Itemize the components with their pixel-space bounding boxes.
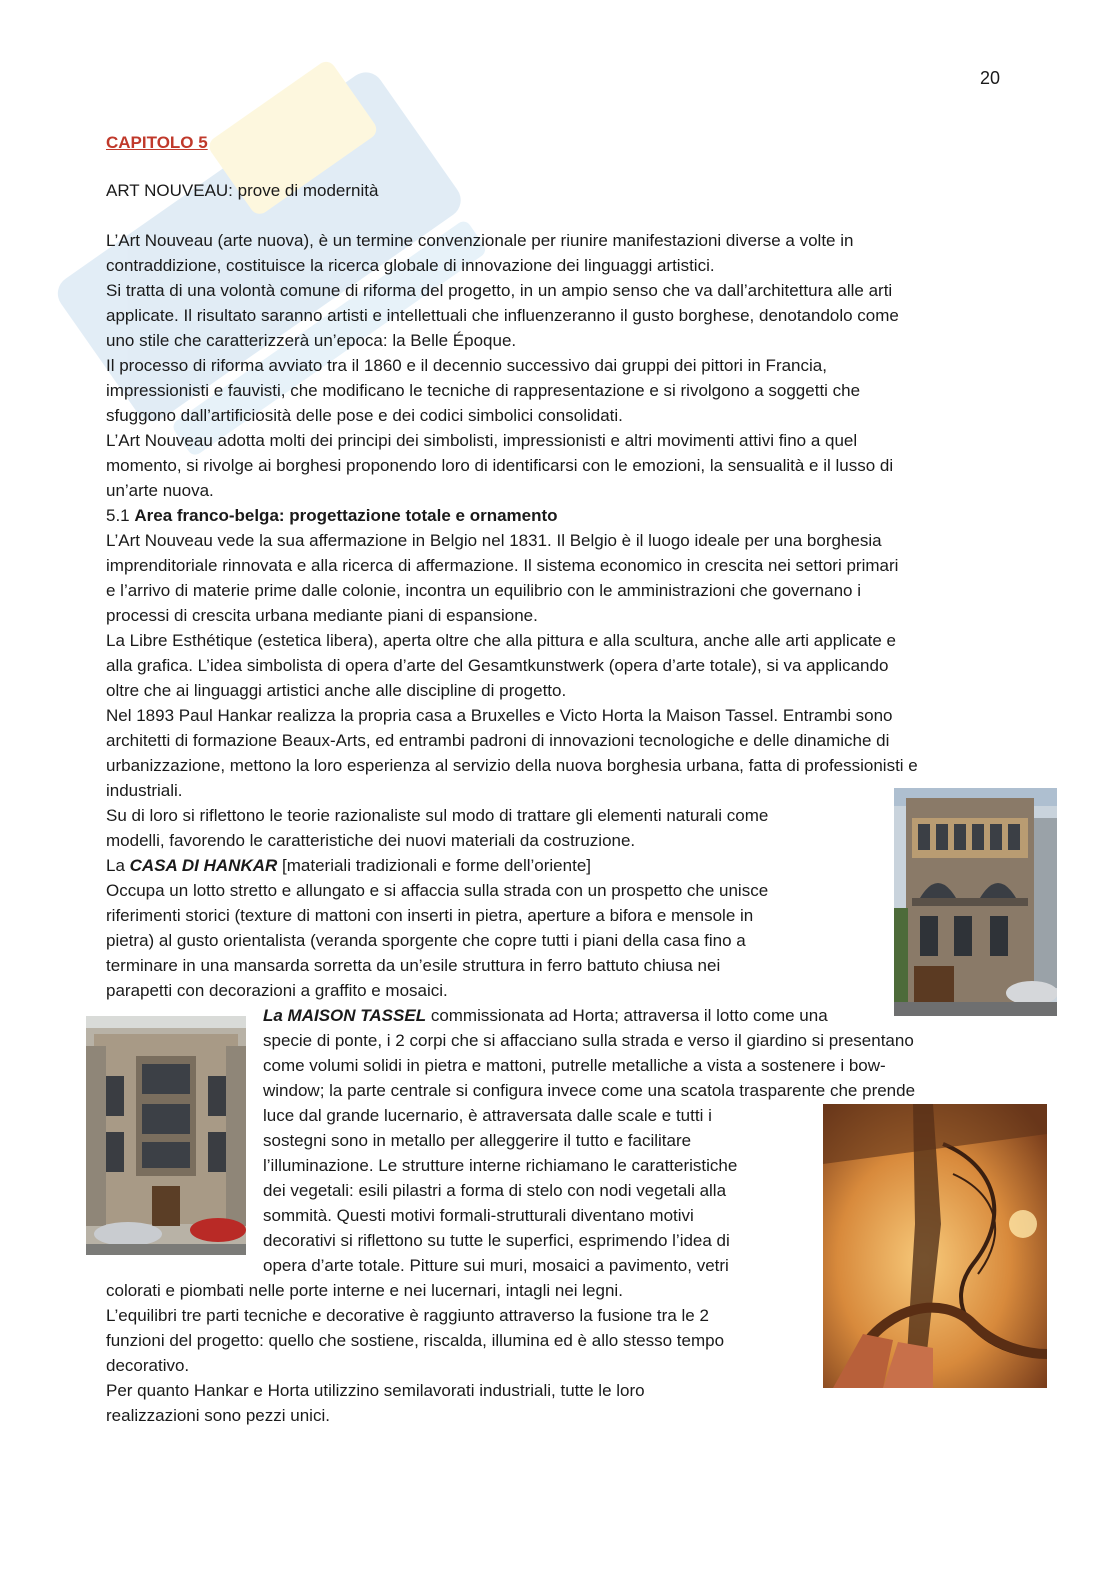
body-line: Su di loro si riflettono le teorie razionaliste sul modo di trattare gli elementi naturali come bbox=[106, 806, 769, 825]
intro-line: Si tratta di una volontà comune di riforma del progetto, in un ampio senso che va dall’architettura alle arti bbox=[106, 281, 893, 300]
subsection-number: 5.1 bbox=[106, 506, 135, 525]
subsection-heading bbox=[106, 503, 558, 528]
body-line: l’illuminazione. Le strutture interne richiamano le caratteristiche bbox=[263, 1156, 738, 1175]
body-line: luce dal grande lucernario, è attraversata dalle scale e tutti i bbox=[263, 1106, 712, 1125]
body-line: Occupa un lotto stretto e allungato e si affaccia sulla strada con un prospetto che unisce bbox=[106, 881, 769, 900]
intro-line: un’arte nuova. bbox=[106, 481, 214, 500]
tassel-heading-suffix: commissionata ad Horta; attraversa il lotto come una bbox=[426, 1006, 828, 1025]
section-title: ART NOUVEAU: prove di modernità bbox=[106, 181, 379, 200]
body-line: opera d’arte totale. Pitture sui muri, mosaici a pavimento, vetri bbox=[263, 1256, 729, 1275]
hankar-heading bbox=[106, 853, 591, 878]
hankar-house-photo bbox=[894, 788, 1057, 1016]
tassel-heading-name: La MAISON TASSEL bbox=[263, 1006, 427, 1025]
body-line: e l’arrivo di materie prime dalle colonie, incontra un equilibrio con le amministrazioni che governano i bbox=[106, 581, 861, 600]
body-line: specie di ponte, i 2 corpi che si affacciano sulla strada e verso il giardino si presentano bbox=[263, 1031, 914, 1050]
body-line: architetti di formazione Beaux-Arts, ed entrambi padroni di innovazioni tecnologiche e delle dinamiche di bbox=[106, 731, 890, 750]
body-line: Nel 1893 Paul Hankar realizza la propria casa a Bruxelles e Victo Horta la Maison Tassel. Entrambi sono bbox=[106, 706, 893, 725]
body-line: parapetti con decorazioni a graffito e mosaici. bbox=[106, 981, 448, 1000]
body-line: L’equilibri tre parti tecniche e decorative è raggiunto attraverso la fusione tra le 2 bbox=[106, 1306, 709, 1325]
body-line: riferimenti storici (texture di mattoni con inserti in pietra, aperture a bifora e mensole in bbox=[106, 906, 754, 925]
body-line: colorati e piombati nelle porte interne e nei lucernari, intagli nei legni. bbox=[106, 1281, 623, 1300]
page-number: 20 bbox=[980, 68, 1001, 88]
body-line: processi di crescita urbana mediante piani di espansione. bbox=[106, 606, 538, 625]
intro-line: L’Art Nouveau adotta molti dei principi dei simbolisti, impressionisti e altri movimenti attivi fino a quel bbox=[106, 431, 858, 450]
body-line: come volumi solidi in pietra e mattoni, putrelle metalliche a vista a sostenere i bow- bbox=[263, 1056, 886, 1075]
body-line: alla grafica. L’idea simbolista di opera d’arte del Gesamtkunstwerk (opera d’arte totale), si va applicando bbox=[106, 656, 889, 675]
body-line: terminare in una mansarda sorretta da un’esile struttura in ferro battuto chiusa nei bbox=[106, 956, 721, 975]
tassel-staircase-photo bbox=[823, 1104, 1047, 1388]
body-line: Per quanto Hankar e Horta utilizzino semilavorati industriali, tutte le loro bbox=[106, 1381, 645, 1400]
body-line: imprenditoriale rinnovata e alla ricerca di affermazione. Il sistema economico in crescita nei settori primari bbox=[106, 556, 899, 575]
body-line: oltre che ai linguaggi artistici anche alle discipline di progetto. bbox=[106, 681, 567, 700]
maison-tassel-photo bbox=[86, 1016, 246, 1255]
intro-line: momento, si rivolge ai borghesi proponendo loro di identificarsi con le emozioni, la sensualità e il lusso di bbox=[106, 456, 894, 475]
body-line: window; la parte centrale si configura invece come una scatola trasparente che prende bbox=[263, 1081, 916, 1100]
hankar-heading-prefix: La bbox=[106, 856, 130, 875]
intro-line: impressionisti e fauvisti, che modificano le tecniche di rappresentazione e si rivolgono a soggetti che bbox=[106, 381, 861, 400]
body-line: dei vegetali: esili pilastri a forma di stelo con nodi vegetali alla bbox=[263, 1181, 727, 1200]
body-line: funzioni del progetto: quello che sostiene, riscalda, illumina ed è allo stesso tempo bbox=[106, 1331, 725, 1350]
body-line: pietra) al gusto orientalista (veranda sporgente che copre tutti i piani della casa fino a bbox=[106, 931, 746, 950]
body-line: modelli, favorendo le caratteristiche dei nuovi materiali da costruzione. bbox=[106, 831, 636, 850]
body-line: La Libre Esthétique (estetica libera), aperta oltre che alla pittura e alla scultura, anche alle arti applicate e bbox=[106, 631, 897, 650]
intro-line: contraddizione, costituisce la ricerca globale di innovazione dei linguaggi artistici. bbox=[106, 256, 715, 275]
intro-line: sfuggono dall’artificiosità delle pose e dei codici simbolici consolidati. bbox=[106, 406, 623, 425]
body-line: L’Art Nouveau vede la sua affermazione in Belgio nel 1831. Il Belgio è il luogo ideale per una borghesia bbox=[106, 531, 882, 550]
subsection-title: Area franco-belga: progettazione totale e ornamento bbox=[134, 506, 558, 525]
intro-line: uno stile che caratterizzerà un’epoca: la Belle Époque. bbox=[106, 331, 517, 350]
hankar-heading-name: CASA DI HANKAR bbox=[129, 856, 278, 875]
body-line: decorativi si riflettono su tutte le superfici, esprimendo l’idea di bbox=[263, 1231, 730, 1250]
body-line: decorativo. bbox=[106, 1356, 190, 1375]
tassel-heading bbox=[263, 1003, 828, 1028]
body-line: sostegni sono in metallo per alleggerire il tutto e facilitare bbox=[263, 1131, 692, 1150]
body-line: urbanizzazione, mettono la loro esperienza al servizio della nuova borghesia urbana, fatta di professionisti e bbox=[106, 756, 918, 775]
body-line: sommità. Questi motivi formali-strutturali diventano motivi bbox=[263, 1206, 694, 1225]
intro-line: applicate. Il risultato saranno artisti e intellettuali che influenzeranno il gusto borghese, denotandolo come bbox=[106, 306, 899, 325]
intro-line: L’Art Nouveau (arte nuova), è un termine convenzionale per riunire manifestazioni diverse a volte in bbox=[106, 231, 854, 250]
chapter-heading: CAPITOLO 5 bbox=[106, 133, 208, 152]
hankar-heading-suffix: [materiali tradizionali e forme dell’oriente] bbox=[277, 856, 591, 875]
intro-line: Il processo di riforma avviato tra il 1860 e il decennio successivo dai gruppi dei pittori in Francia, bbox=[106, 356, 827, 375]
body-line: realizzazioni sono pezzi unici. bbox=[106, 1406, 330, 1425]
body-line: industriali. bbox=[106, 781, 183, 800]
